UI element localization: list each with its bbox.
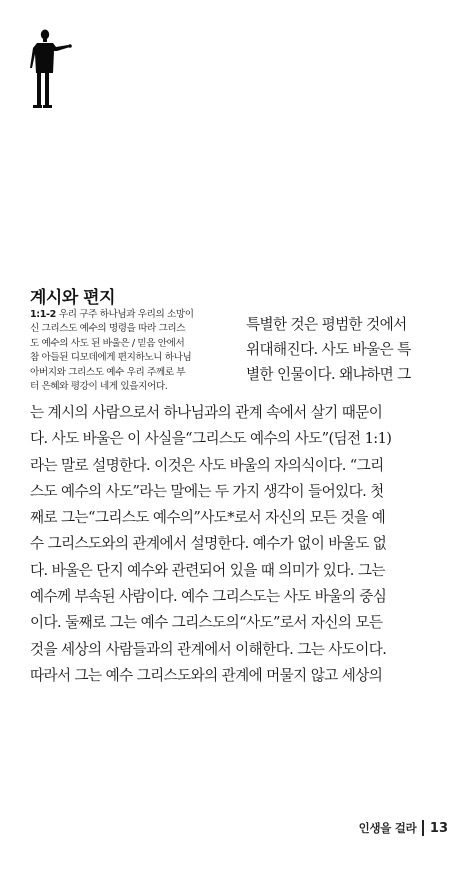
body-line: 다. 사도 바울은 이 사실을“그리스도 예수의 사도”(딤전 1:1) [30,430,392,448]
body-paragraph-intro [246,313,411,387]
verse-line: 도 예수의 사도 된 바울은 / 믿음 안에서 [30,337,185,349]
body-line: 는 계시의 사람으로서 하나님과의 관계 속에서 살기 때문이 [30,404,383,421]
body-line: 위대해진다. 사도 바울은 특 [246,340,411,358]
man-presenting-silhouette-icon [30,28,78,108]
verse-line: 신 그리스도 예수의 명령을 따라 그리스 [30,323,186,335]
body-line: 따라서 그는 예수 그리스도와의 관계에 머물지 않고 세상의 [30,666,383,684]
verse-reference: 1:1-2 [30,309,56,320]
footer-divider [422,820,424,836]
body-line: 다. 바울은 단지 예수와 관련되어 있을 때 의미가 있다. 그는 [30,561,385,579]
body-paragraph [30,400,391,689]
verse-line: 터 은혜와 평강이 네게 있을지어다. [30,381,168,393]
body-line: 라는 말로 설명한다. 이것은 사도 바울의 자의식이다. “그리 [30,456,384,474]
verse-line: 아버지와 그리스도 예수 우리 주께로 부 [30,366,186,378]
verse-line [30,308,240,322]
verse-text: 우리 구주 하나님과 우리의 소망이 [58,309,194,320]
body-line: 스도 예수의 사도”라는 말에는 두 가지 생각이 들어있다. 첫 [30,482,384,500]
body-line: 예수께 부속된 사람이다. 예수 그리스도는 사도 바울의 중심 [30,588,387,606]
body-line: 별한 인물이다. 왜냐하면 그 [246,365,411,383]
body-line: 이다. 둘째로 그는 예수 그리스도의“사도”로서 자신의 모든 [30,614,383,632]
scripture-verse [30,308,240,394]
body-line: 째로 그는“그리스도 예수의”사도*로서 자신의 모든 것을 예 [30,509,386,527]
section-title: 계시와 편지 [30,288,116,308]
running-book-title: 인생을 걸라 [358,821,417,835]
page-footer [359,818,448,838]
verse-line: 참 아들된 디모데에게 편지하노니 하나님 [30,352,192,364]
body-line: 것을 세상의 사람들과의 관계에서 이해한다. 그는 사도이다. [30,640,387,658]
body-line: 수 그리스도와의 관계에서 설명한다. 예수가 없이 바울도 없 [30,535,387,553]
page-number: 13 [429,820,448,836]
body-line: 특별한 것은 평범한 것에서 [246,316,407,333]
